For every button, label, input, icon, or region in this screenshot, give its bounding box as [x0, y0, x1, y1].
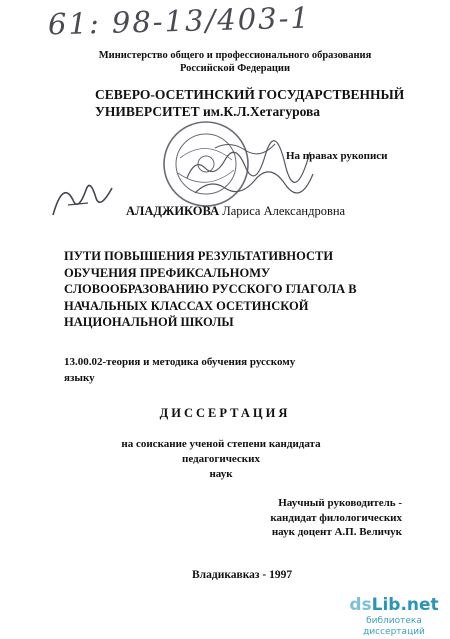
- document-type: ДИССЕРТАЦИЯ: [159, 406, 291, 420]
- ministry-line-2: Российской Федерации: [179, 63, 291, 74]
- title-line-2: ОБУЧЕНИЯ ПРЕФИКСАЛЬНОМУ: [64, 265, 271, 280]
- degree-line-1: на соискание ученой степени кандидата педагогических: [121, 438, 321, 465]
- author-surname: АЛАДЖИКОВА: [126, 204, 220, 218]
- supervisor-line-2: кандидат филологических: [270, 511, 402, 524]
- city-year: Владикавказ - 1997: [192, 569, 293, 581]
- ministry-header: [80, 49, 390, 75]
- university-line-1: СЕВЕРО-ОСЕТИНСКИЙ ГОСУДАРСТВЕННЫЙ: [95, 87, 405, 102]
- archive-number-handwritten: 61: 98-13/403-1: [47, 0, 312, 42]
- logo-part-b: Lib.net: [371, 595, 439, 615]
- manuscript-rights-label: На правах рукописи: [286, 150, 388, 162]
- degree-sought: [96, 437, 346, 482]
- handwritten-signature: [48, 170, 118, 225]
- title-line-1: ПУТИ ПОВЫШЕНИЯ РЕЗУЛЬТАТИВНОСТИ: [64, 249, 334, 263]
- university-name: [95, 86, 404, 120]
- author-name: [126, 204, 345, 219]
- degree-line-2: наук: [209, 468, 233, 480]
- title-line-4: НАЧАЛЬНЫХ КЛАССАХ ОСЕТИНСКОЙ: [64, 298, 309, 313]
- dslib-watermark: [340, 594, 448, 638]
- handwritten-annotation: [185, 138, 315, 208]
- dslib-logo: [340, 594, 448, 616]
- specialty-line-1: 13.00.02-теория и методика обучения русскому: [64, 356, 296, 368]
- supervisor-block: [232, 496, 402, 540]
- watermark-subtitle: библиотека диссертаций: [363, 616, 425, 637]
- title-line-5: НАЦИОНАЛЬНОЙ ШКОЛЫ: [64, 315, 234, 329]
- ministry-line-1: Министерство общего и профессионального образования: [98, 50, 372, 61]
- specialty: [64, 354, 364, 386]
- title-line-3: СЛОВООБРАЗОВАНИЮ РУССКОГО ГЛАГОЛА В: [64, 282, 357, 296]
- supervisor-line-3: наук доцент А.П. Величук: [271, 526, 402, 538]
- dissertation-title: [64, 248, 384, 331]
- supervisor-line-1: Научный руководитель -: [278, 497, 402, 509]
- university-line-2: УНИВЕРСИТЕТ им.К.Л.Хетагурова: [95, 104, 321, 119]
- author-given-name: Лариса Александровна: [222, 204, 346, 218]
- specialty-line-2: языку: [64, 372, 95, 384]
- logo-part-a: ds: [349, 595, 372, 615]
